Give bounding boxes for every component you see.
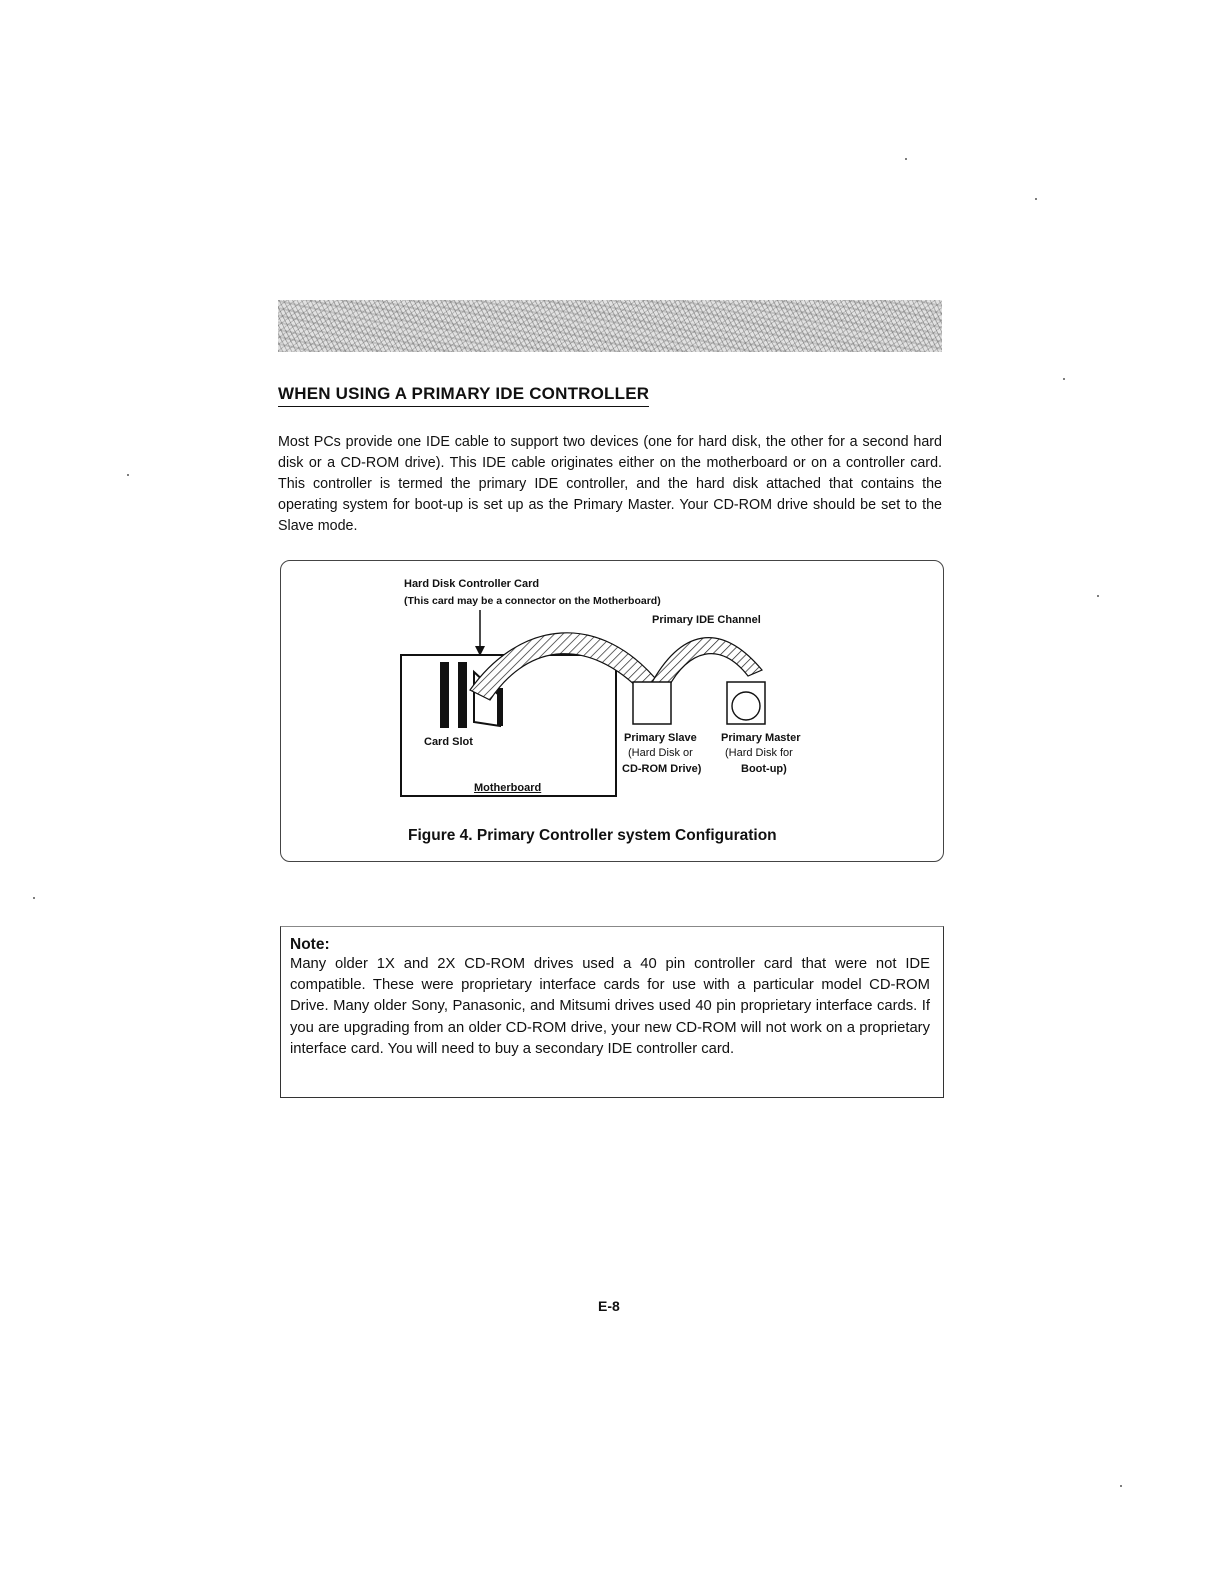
master-line3: Boot-up) [741, 763, 787, 775]
scan-speck [1097, 595, 1099, 597]
section-heading: WHEN USING A PRIMARY IDE CONTROLLER [278, 384, 649, 407]
scan-speck [905, 158, 907, 160]
scan-speck [127, 474, 129, 476]
master-title: Primary Master [721, 732, 801, 744]
scan-speck [33, 897, 35, 899]
primary-slave-drive [633, 682, 671, 724]
page-number: E-8 [598, 1298, 620, 1314]
master-disc-icon [732, 692, 760, 720]
card-slot-right [458, 662, 467, 728]
intro-paragraph: Most PCs provide one IDE cable to support two devices (one for hard disk, the other for a second hard disk or a CD-ROM drive). This IDE cable originates either on the motherboard or on a controller card. This controller is termed the primary IDE controller, and the hard disk attached that contains the operating system for boot-up is set up as the Primary Master. Your CD-ROM drive should be set to the Slave mode. [278, 434, 942, 534]
note-text: Many older 1X and 2X CD-ROM drives used a 40 pin controller card that were not IDE compatible. These were proprietary interface cards for use with a particular model CD-ROM Drive. Many older Sony, Panasonic, and Mitsumi drives used 40 pin proprietary interface cards. If you are upgrading from an older CD-ROM drive, your new CD-ROM will not work on a proprietary interface card. You will need to buy a secondary IDE controller card. [290, 956, 930, 1057]
slave-title: Primary Slave [624, 732, 697, 744]
scan-speck [1120, 1485, 1122, 1487]
scan-speck [1063, 378, 1065, 380]
slave-line3: CD-ROM Drive) [622, 763, 702, 775]
motherboard-label: Motherboard [474, 782, 542, 794]
controller-card-note: (This card may be a connector on the Motherboard) [404, 595, 661, 607]
scan-speck [1035, 198, 1037, 200]
figure-caption: Figure 4. Primary Controller system Configuration [408, 827, 777, 844]
ide-ribbon-cable-arch2 [650, 638, 762, 688]
card-slot-left [440, 662, 449, 728]
note-title: Note: [290, 936, 330, 953]
master-line2: (Hard Disk for [725, 747, 793, 759]
channel-label: Primary IDE Channel [652, 614, 761, 626]
card-slot-label: Card Slot [424, 736, 473, 748]
controller-card-label: Hard Disk Controller Card [404, 578, 540, 590]
slave-line2: (Hard Disk or [628, 747, 693, 759]
